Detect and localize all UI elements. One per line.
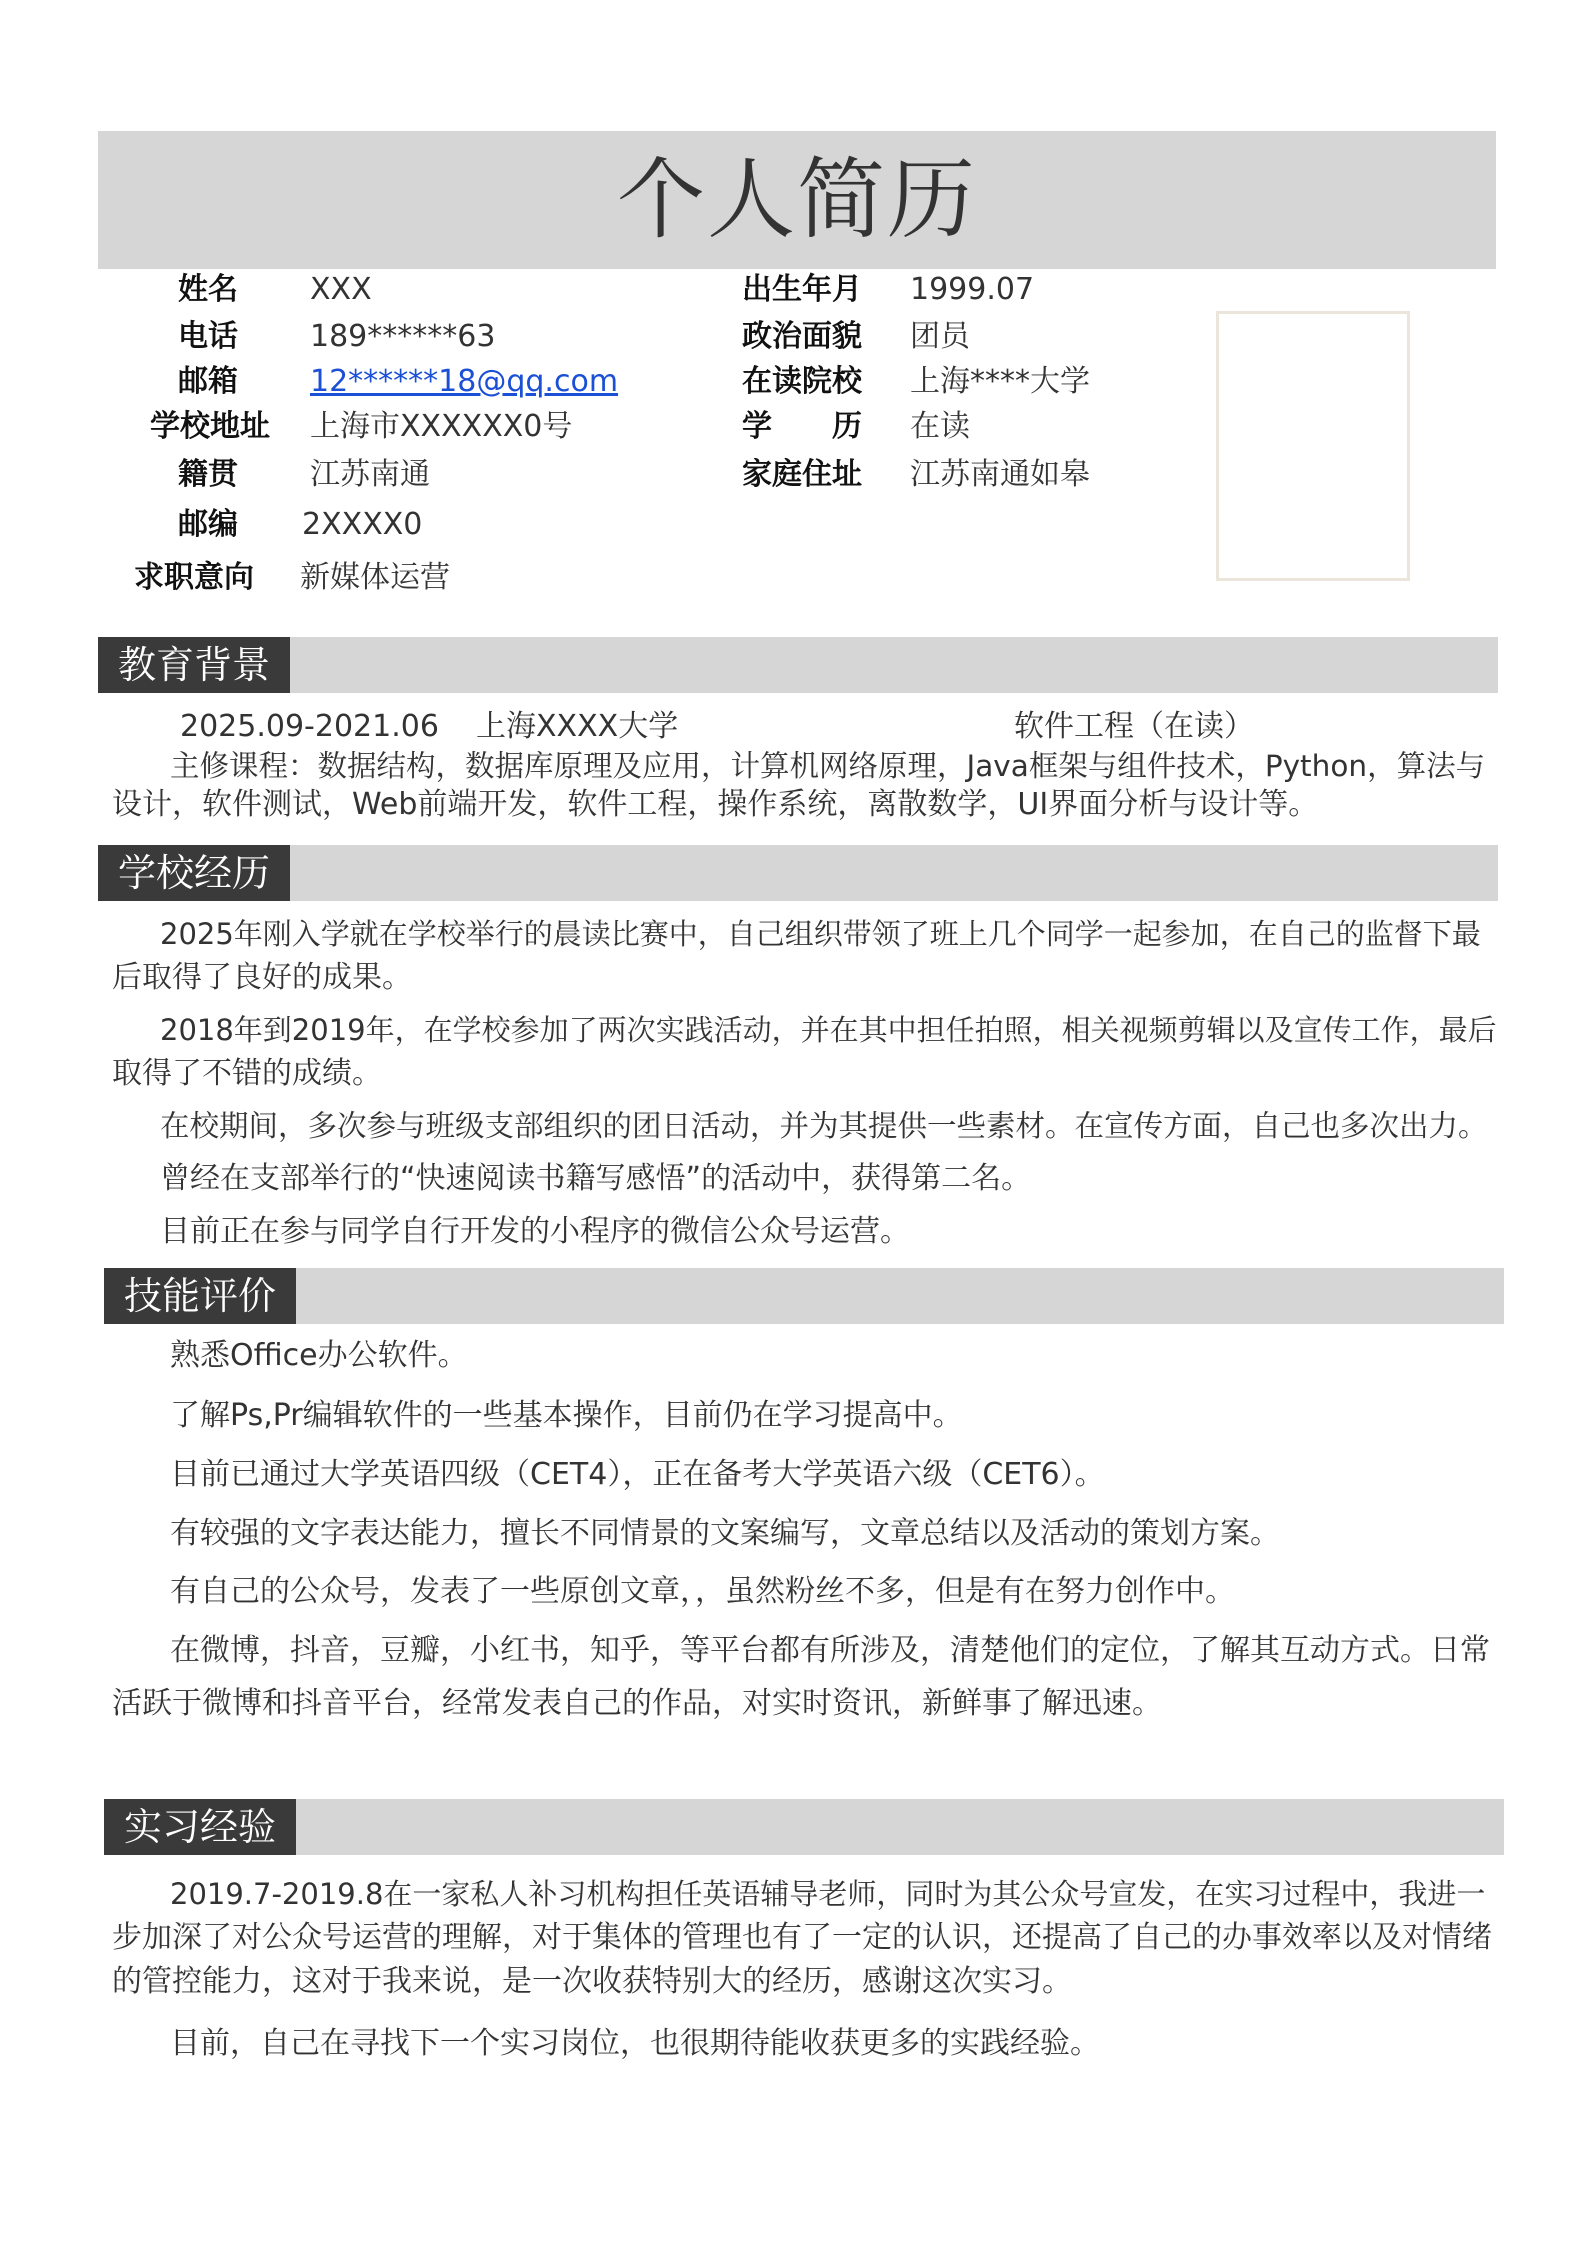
education-heading: 教育背景 — [98, 637, 290, 693]
email-label: 邮箱 — [178, 364, 238, 399]
title-bar — [98, 131, 1496, 269]
email-link[interactable]: 12******18@qq.com — [310, 364, 619, 399]
skills-s1: 熟悉Office办公软件。 — [170, 1338, 468, 1373]
degree-value: 在读 — [910, 409, 970, 444]
address-label: 学校地址 — [150, 409, 270, 444]
school-p2-line2: 取得了不错的成绩。 — [112, 1056, 382, 1091]
skills-heading: 技能评价 — [104, 1268, 296, 1324]
skills-s5: 有自己的公众号，发表了一些原创文章，，虽然粉丝不多，但是有在努力创作中。 — [170, 1574, 1235, 1609]
school-label: 在读院校 — [742, 364, 862, 399]
school-section-bar — [98, 845, 1498, 901]
internship-heading: 实习经验 — [104, 1799, 296, 1855]
skills-s6-line2: 活跃于微博和抖音平台，经常发表自己的作品，对实时资讯，新鲜事了解迅速。 — [112, 1686, 1162, 1721]
birth-label: 出生年月 — [742, 272, 862, 307]
education-courses-line2: 设计，软件测试，Web前端开发，软件工程，操作系统，离散数学，UI界面分析与设计等。 — [112, 787, 1319, 822]
internship-p1-line2: 步加深了对公众号运营的理解，对于集体的管理也有了一定的认识，还提高了自己的办事效率以及对情绪 — [112, 1920, 1492, 1955]
internship-section-bar — [104, 1799, 1504, 1855]
school-p2-line1: 2018年到2019年，在学校参加了两次实践活动，并在其中担任拍照，相关视频剪辑以及宣传工作，最后 — [160, 1013, 1497, 1047]
phone-label: 电话 — [178, 319, 238, 354]
home-value: 江苏南通如皋 — [910, 457, 1090, 492]
school-heading: 学校经历 — [98, 845, 290, 901]
education-courses-line1: 主修课程：数据结构，数据库原理及应用，计算机网络原理，Java框架与组件技术，Python，算法与 — [170, 749, 1486, 783]
political-label: 政治面貌 — [742, 319, 862, 354]
postcode-value: 2XXXX0 — [302, 507, 423, 542]
objective-value: 新媒体运营 — [300, 560, 450, 595]
skills-s4: 有较强的文字表达能力，擅长不同情景的文案编写，文章总结以及活动的策划方案。 — [170, 1516, 1280, 1551]
skills-s6-line1: 在微博，抖音，豆瓣，小红书，知乎，等平台都有所涉及，清楚他们的定位，了解其互动方式。日常 — [170, 1633, 1490, 1668]
photo-placeholder — [1216, 311, 1410, 581]
education-section-bar — [98, 637, 1498, 693]
education-major: 软件工程（在读） — [1014, 709, 1254, 744]
name-value: XXX — [310, 272, 372, 307]
degree-label: 学 历 — [742, 409, 862, 444]
school-value: 上海****大学 — [910, 364, 1090, 399]
skills-s3: 目前已通过大学英语四级（CET4），正在备考大学英语六级（CET6）。 — [170, 1457, 1105, 1492]
school-p1-line2: 后取得了良好的成果。 — [112, 960, 412, 995]
education-period: 2025.09-2021.06 — [180, 709, 439, 744]
internship-p2: 目前，自己在寻找下一个实习岗位，也很期待能收获更多的实践经验。 — [170, 2026, 1100, 2061]
internship-p1-line1: 2019.7-2019.8在一家私人补习机构担任英语辅导老师，同时为其公众号宣发，在实习过程中，我进一 — [170, 1877, 1486, 1911]
origin-value: 江苏南通 — [310, 457, 430, 492]
school-p1-line1: 2025年刚入学就在学校举行的晨读比赛中，自己组织带领了班上几个同学一起参加，在自己的监督下最 — [160, 917, 1481, 951]
skills-section-bar — [104, 1268, 1504, 1324]
birth-value: 1999.07 — [910, 272, 1035, 307]
skills-s2: 了解Ps,Pr编辑软件的一些基本操作，目前仍在学习提高中。 — [170, 1398, 963, 1433]
political-value: 团员 — [910, 319, 970, 354]
school-p5: 目前正在参与同学自行开发的小程序的微信公众号运营。 — [160, 1214, 910, 1249]
internship-p1-line3: 的管控能力，这对于我来说，是一次收获特别大的经历，感谢这次实习。 — [112, 1964, 1072, 1999]
origin-label: 籍贯 — [178, 457, 238, 492]
objective-label: 求职意向 — [134, 560, 254, 595]
page-title: 个人简历 — [616, 148, 977, 251]
home-label: 家庭住址 — [742, 457, 862, 492]
name-label: 姓名 — [178, 272, 238, 307]
school-p4: 曾经在支部举行的“快速阅读书籍写感悟”的活动中，获得第二名。 — [160, 1161, 1032, 1196]
education-school: 上海XXXX大学 — [476, 709, 679, 744]
school-p3: 在校期间，多次参与班级支部组织的团日活动，并为其提供一些素材。在宣传方面，自己也多次出力。 — [160, 1109, 1488, 1143]
postcode-label: 邮编 — [178, 507, 238, 542]
phone-value: 189******63 — [310, 319, 496, 354]
address-value: 上海市XXXXXX0号 — [310, 409, 573, 444]
